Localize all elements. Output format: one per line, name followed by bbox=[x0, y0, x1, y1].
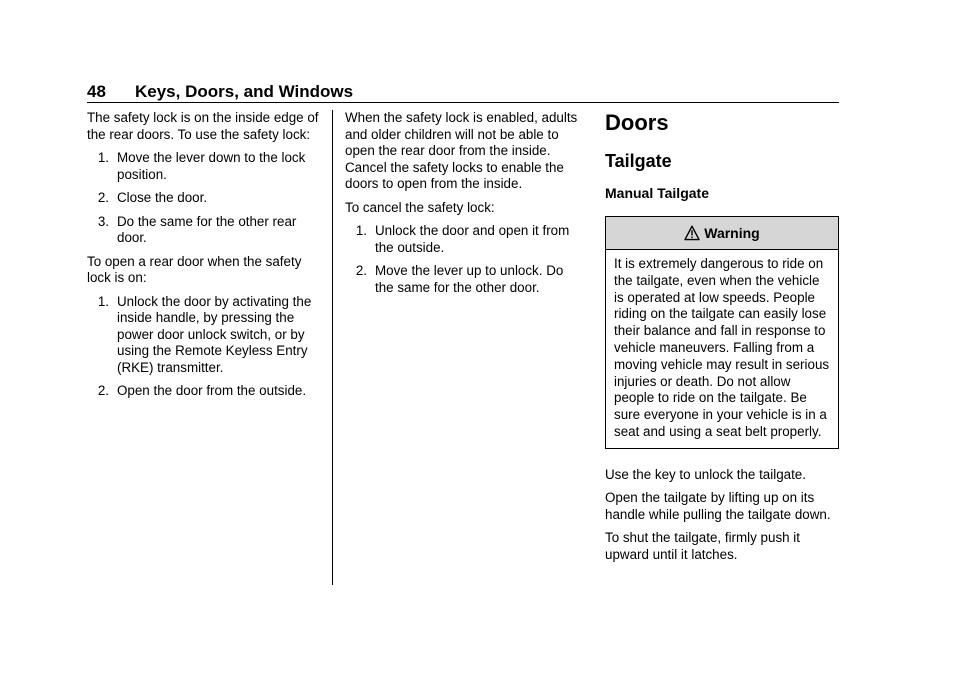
header-rule bbox=[87, 102, 839, 103]
step-number: 1. bbox=[97, 293, 109, 309]
cancel-safety-lock-steps bbox=[345, 223, 585, 296]
shut-tailgate-text: To shut the tailgate, firmly push it upward until it latches. bbox=[605, 530, 801, 562]
list-item bbox=[87, 294, 323, 377]
column-left bbox=[87, 110, 323, 407]
step-number: 1. bbox=[355, 223, 367, 238]
warning-header bbox=[606, 217, 838, 250]
step-text: Move the lever down to the lock position. bbox=[117, 150, 306, 182]
open-tailgate-text: Open the tailgate by lifting up on its handle while pulling the tailgate down. bbox=[605, 490, 831, 522]
manual-tailgate-heading: Manual Tailgate bbox=[605, 185, 709, 201]
section-title: Keys, Doors, and Windows bbox=[135, 82, 354, 101]
tailgate-heading: Tailgate bbox=[605, 151, 672, 171]
safety-lock-enabled-text: When the safety lock is enabled, adults and older children will not be able to open the rear door from the inside. Cancel the safety locks to enable the doors to open from the inside. bbox=[345, 110, 578, 191]
step-number: 1. bbox=[97, 150, 109, 165]
safety-lock-intro: The safety lock is on the inside edge of the rear doors. To use the safety lock: bbox=[87, 110, 319, 142]
step-number: 2. bbox=[355, 263, 367, 278]
step-number: 2. bbox=[97, 383, 109, 398]
warning-icon bbox=[684, 225, 700, 241]
list-item bbox=[345, 223, 585, 256]
unlock-tailgate-text: Use the key to unlock the tailgate. bbox=[605, 466, 806, 482]
column-right bbox=[605, 110, 839, 570]
page-header bbox=[87, 82, 839, 102]
step-text: Do the same for the other rear door. bbox=[117, 213, 297, 245]
step-number: 2. bbox=[97, 190, 109, 205]
list-item bbox=[345, 263, 585, 296]
warning-body: It is extremely dangerous to ride on the tailgate, even when the vehicle is operated at low speeds. People riding on the tailgate can easily lose their balance and fall in response to vehicle maneuvers. Falling from a moving vehicle may result in serious injuries or death. Do not allow people to ride on the tailgate. Be sure everyone in your vehicle is in a seat and using a seat belt properly. bbox=[614, 256, 830, 439]
safety-lock-steps bbox=[87, 150, 323, 247]
open-rear-door-intro: To open a rear door when the safety lock is on: bbox=[87, 253, 302, 285]
warning-title: Warning bbox=[704, 224, 760, 241]
warning-box bbox=[605, 216, 839, 449]
step-text: Move the lever up to unlock. Do the same for the other door. bbox=[375, 263, 564, 295]
list-item bbox=[87, 190, 323, 207]
list-item bbox=[87, 150, 323, 183]
list-item bbox=[87, 383, 323, 400]
doors-heading: Doors bbox=[605, 110, 669, 135]
column-middle bbox=[345, 110, 585, 303]
cancel-safety-lock-intro: To cancel the safety lock: bbox=[345, 199, 495, 215]
step-text: Unlock the door and open it from the outside. bbox=[375, 223, 570, 255]
column-divider bbox=[332, 110, 333, 585]
step-text: Unlock the door by activating the inside handle, by pressing the power door unlock switch, or by using the Remote Keyless Entry (RKE) transmitter. bbox=[117, 293, 312, 375]
page-number: 48 bbox=[87, 82, 106, 101]
open-rear-door-steps bbox=[87, 294, 323, 400]
step-text: Close the door. bbox=[117, 190, 208, 205]
step-text: Open the door from the outside. bbox=[117, 383, 307, 398]
list-item bbox=[87, 214, 323, 247]
step-number: 3. bbox=[97, 213, 109, 229]
